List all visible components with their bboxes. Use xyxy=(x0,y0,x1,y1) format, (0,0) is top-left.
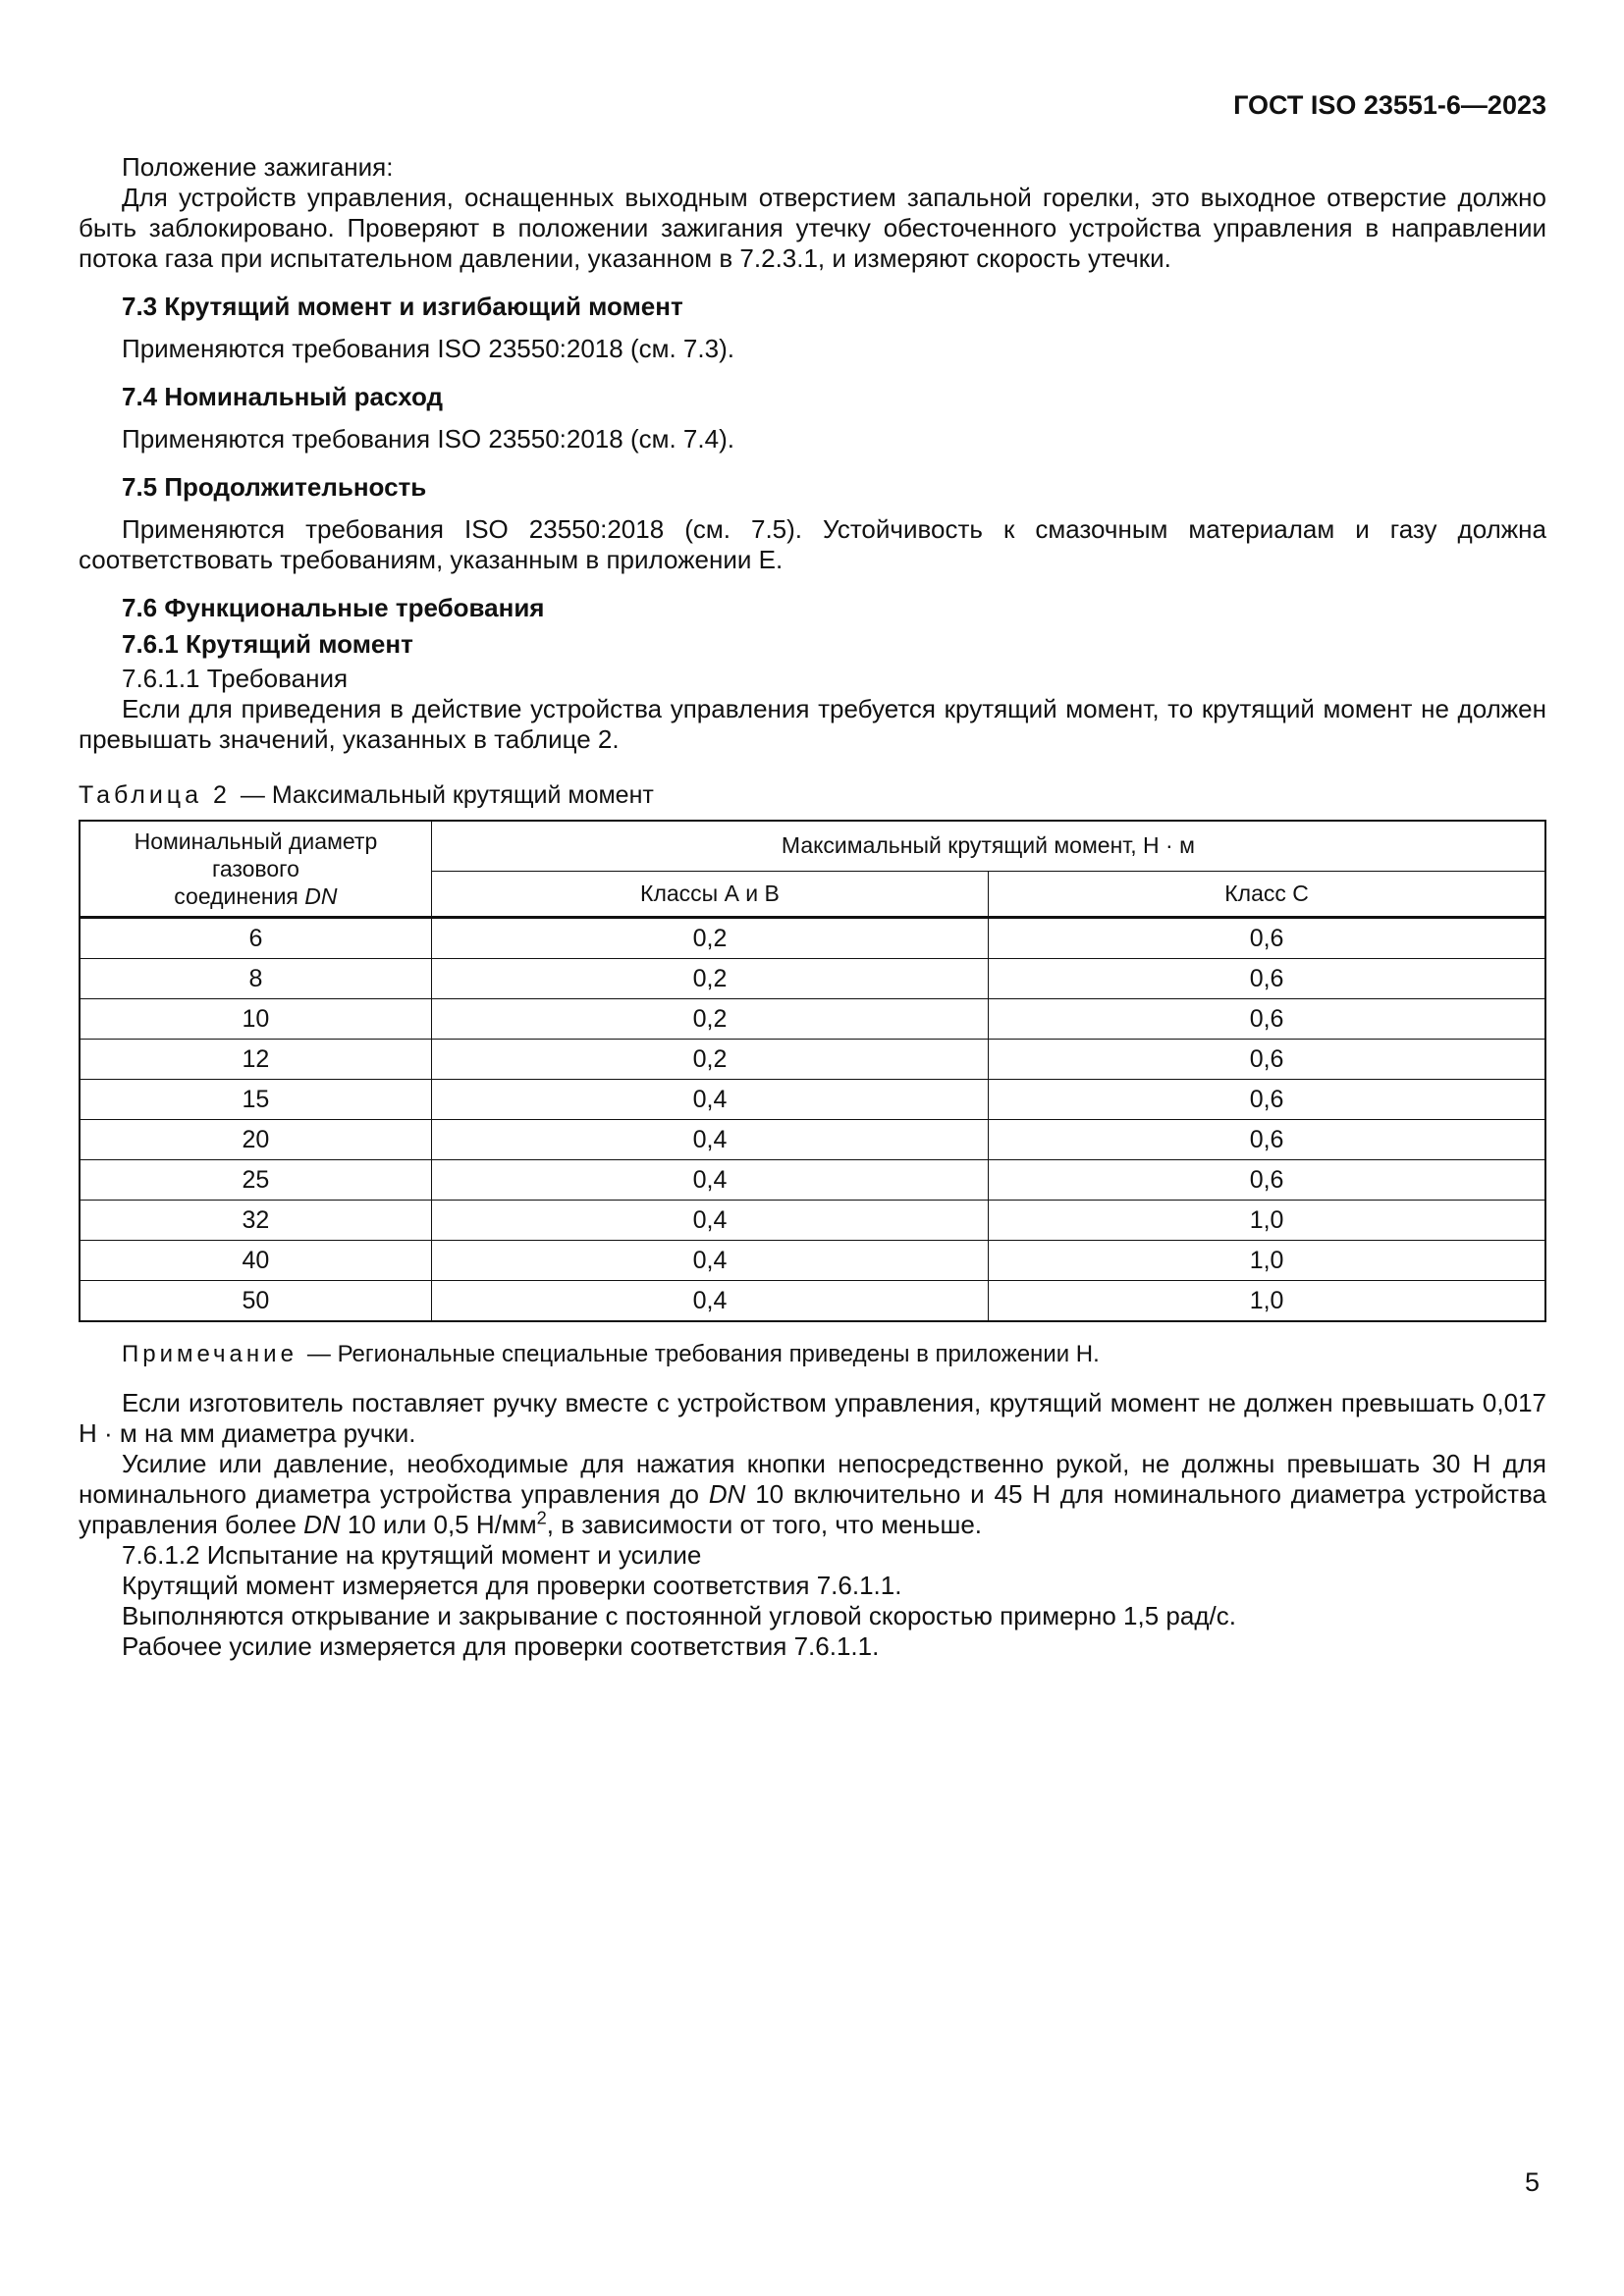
col-header-dn-symbol: DN xyxy=(304,883,338,909)
heading-7-6: 7.6 Функциональные требования xyxy=(122,593,545,622)
table-row xyxy=(80,1241,1545,1281)
cell-dn: 12 xyxy=(80,1040,431,1080)
force-text-4: , в зависимости от того, что меньше. xyxy=(546,1510,983,1539)
cell-dn: 50 xyxy=(80,1281,431,1322)
cell-c: 1,0 xyxy=(989,1201,1545,1241)
table-row xyxy=(80,918,1545,959)
heading-7-4: 7.4 Номинальный расход xyxy=(122,382,443,411)
table-head xyxy=(80,821,1545,918)
table-row xyxy=(80,1120,1545,1160)
heading-7-3: 7.3 Крутящий момент и изгибающий момент xyxy=(122,292,683,321)
page-number: 5 xyxy=(1524,2167,1540,2197)
max-torque-table xyxy=(79,820,1546,1322)
cell-ab: 0,2 xyxy=(431,959,988,999)
cell-dn: 8 xyxy=(80,959,431,999)
cell-c: 1,0 xyxy=(989,1241,1545,1281)
cell-ab: 0,4 xyxy=(431,1201,988,1241)
heading-7-5: 7.5 Продолжительность xyxy=(122,472,427,502)
cell-ab: 0,2 xyxy=(431,918,988,959)
cell-ab: 0,4 xyxy=(431,1080,988,1120)
cell-c: 1,0 xyxy=(989,1281,1545,1322)
table-row xyxy=(80,1080,1545,1120)
cell-dn: 6 xyxy=(80,918,431,959)
cell-c: 0,6 xyxy=(989,1040,1545,1080)
table-note xyxy=(79,1340,1546,1368)
heading-7-6-1: 7.6.1 Крутящий момент xyxy=(122,629,413,659)
cell-c: 0,6 xyxy=(989,1120,1545,1160)
table-row xyxy=(80,1201,1545,1241)
heading-7-6-1-2: 7.6.1.2 Испытание на крутящий момент и усилие xyxy=(122,1540,702,1570)
cell-ab: 0,2 xyxy=(431,999,988,1040)
para-requirements: Если для приведения в действие устройства управления требуется крутящий момент, то крутящий момент не должен превышать значений, указанных в таблице 2. xyxy=(79,694,1546,754)
cell-ab: 0,4 xyxy=(431,1241,988,1281)
para-ignition-title: Положение зажигания: xyxy=(122,152,394,182)
cell-ab: 0,4 xyxy=(431,1160,988,1201)
force-text-2: 10 включительно и 45 Н для номинального диаметра устройства управления более xyxy=(79,1479,1546,1539)
table-body xyxy=(80,918,1545,1322)
cell-ab: 0,4 xyxy=(431,1120,988,1160)
cell-dn: 10 xyxy=(80,999,431,1040)
cell-ab: 0,4 xyxy=(431,1281,988,1322)
note-text: — Региональные специальные требования приведены в приложении Н. xyxy=(306,1341,1100,1367)
cell-dn: 25 xyxy=(80,1160,431,1201)
table-caption-label: Таблица 2 xyxy=(79,781,231,809)
doc-number: ГОСТ ISO 23551-6—2023 xyxy=(1233,90,1546,120)
dn-symbol: DN xyxy=(708,1479,746,1509)
dn-symbol: DN xyxy=(303,1510,341,1539)
table-row xyxy=(80,1281,1545,1322)
cell-c: 0,6 xyxy=(989,999,1545,1040)
cell-dn: 32 xyxy=(80,1201,431,1241)
cell-dn: 15 xyxy=(80,1080,431,1120)
para-test-1: Крутящий момент измеряется для проверки соответствия 7.6.1.1. xyxy=(122,1571,902,1600)
note-label: Примечание xyxy=(122,1341,298,1367)
table-row xyxy=(80,1160,1545,1201)
col-header-dn xyxy=(80,821,431,918)
col-header-dn-line2: соединения xyxy=(174,883,305,909)
cell-ab: 0,2 xyxy=(431,1040,988,1080)
subheader-classes-ab: Классы А и В xyxy=(431,871,988,917)
para-7-3: Применяются требования ISO 23550:2018 (см. 7.3). xyxy=(122,334,734,363)
table-caption-text: — Максимальный крутящий момент xyxy=(240,781,654,809)
cell-c: 0,6 xyxy=(989,918,1545,959)
para-7-4: Применяются требования ISO 23550:2018 (см. 7.4). xyxy=(122,424,734,454)
para-force-limits xyxy=(79,1449,1546,1540)
col-header-torque: Максимальный крутящий момент, Н · м xyxy=(431,821,1545,871)
table-row xyxy=(80,959,1545,999)
cell-c: 0,6 xyxy=(989,1080,1545,1120)
cell-dn: 40 xyxy=(80,1241,431,1281)
para-7-5: Применяются требования ISO 23550:2018 (см. 7.5). Устойчивость к смазочным материалам и газу должна соответствовать требованиям, указанным в приложении Е. xyxy=(79,514,1546,574)
para-test-3: Рабочее усилие измеряется для проверки соответствия 7.6.1.1. xyxy=(122,1631,880,1661)
para-ignition-body: Для устройств управления, оснащенных выходным отверстием запальной горелки, это выходное отверстие должно быть заблокировано. Проверяют в положении зажигания утечку обесточенного устройства управления в направлении потока газа при испытательном давлении, указанном в 7.2.3.1, и измеряют скорость утечки. xyxy=(79,183,1546,273)
col-header-dn-line1: Номинальный диаметр газового xyxy=(134,828,378,881)
table-row xyxy=(80,999,1545,1040)
para-handle-torque: Если изготовитель поставляет ручку вместе с устройством управления, крутящий момент не должен превышать 0,017 Н · м на мм диаметра ручки. xyxy=(79,1388,1546,1448)
cell-c: 0,6 xyxy=(989,1160,1545,1201)
superscript-2: 2 xyxy=(536,1508,547,1528)
force-text-1: Усилие или давление, необходимые для нажатия кнопки непосредственно рукой, не должны превышать 30 Н для номинального диаметра устройства управления до xyxy=(79,1449,1546,1509)
subheader-class-c: Класс С xyxy=(989,871,1545,917)
table-caption xyxy=(79,780,1546,810)
heading-7-6-1-1: 7.6.1.1 Требования xyxy=(122,664,349,693)
cell-dn: 20 xyxy=(80,1120,431,1160)
table-row xyxy=(80,1040,1545,1080)
para-test-2: Выполняются открывание и закрывание с постоянной угловой скоростью примерно 1,5 рад/с. xyxy=(122,1601,1236,1630)
cell-c: 0,6 xyxy=(989,959,1545,999)
force-text-3: 10 или 0,5 Н/мм xyxy=(340,1510,537,1539)
